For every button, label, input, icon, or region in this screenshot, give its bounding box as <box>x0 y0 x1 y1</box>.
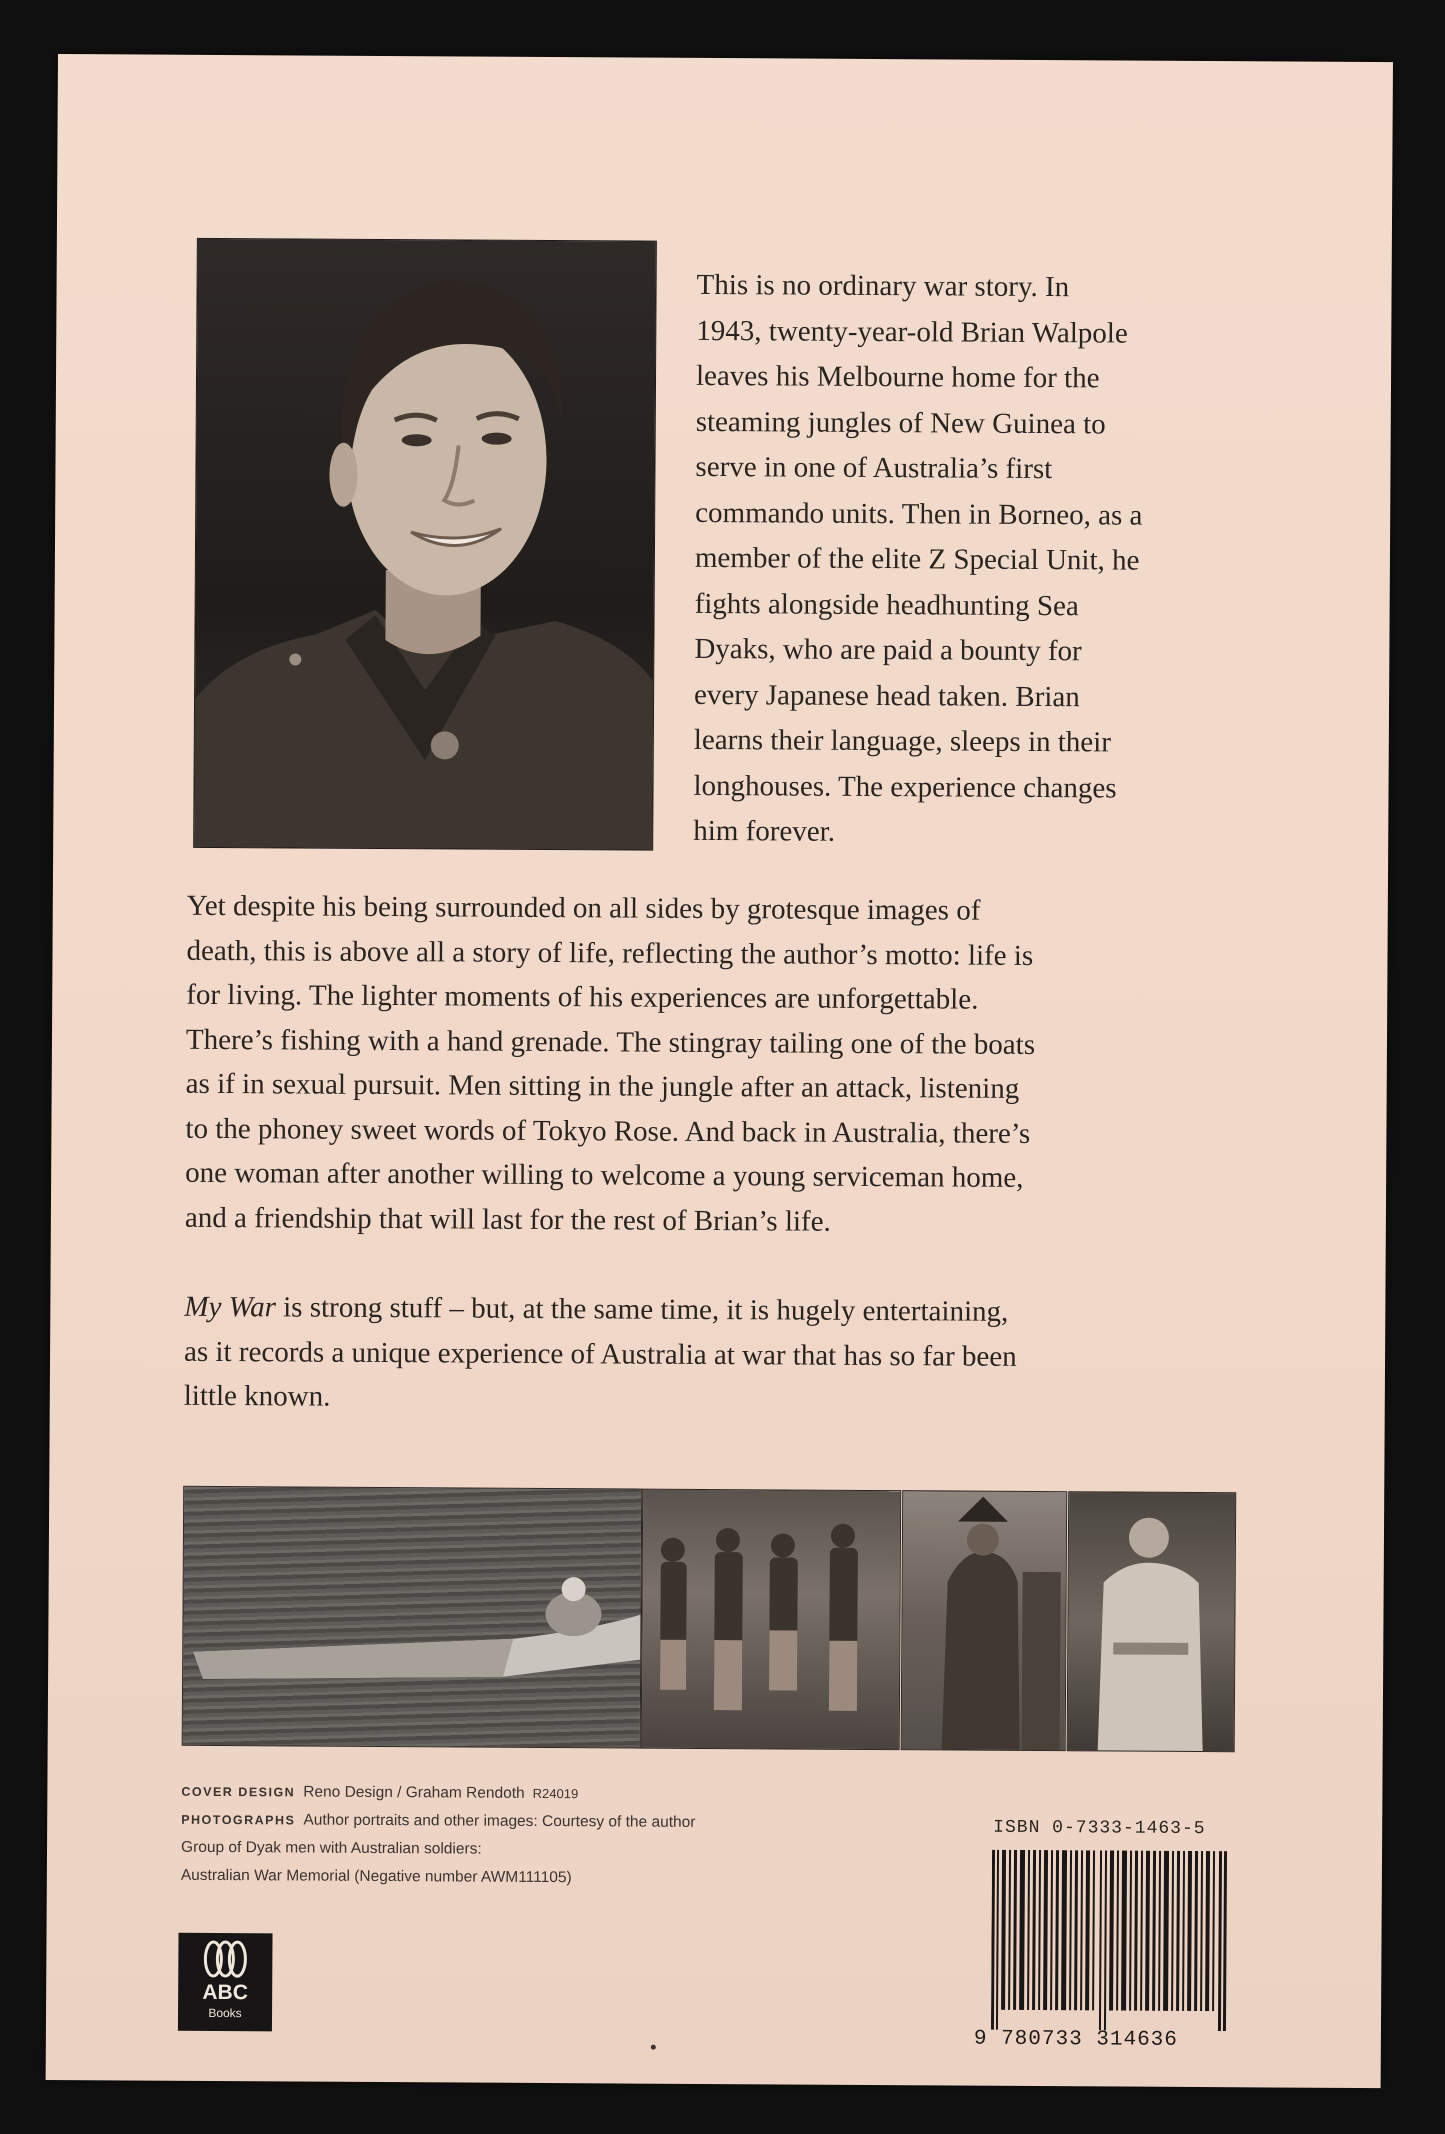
blurb-line: him forever. <box>693 814 836 848</box>
portrait-figure-icon <box>194 239 656 850</box>
blurb-line: This is no ordinary war story. In <box>696 268 1070 304</box>
author-portrait-photo <box>193 238 657 851</box>
blurb-line: serve in one of Australia’s first <box>695 450 1053 486</box>
blurb-line: every Japanese head taken. Brian <box>694 678 1080 713</box>
paragraph-line <box>184 1285 1284 1336</box>
soldier-figure-icon <box>1068 1492 1236 1751</box>
decorative-dot <box>651 2045 656 2050</box>
cover-design-code: R24019 <box>532 1785 579 1802</box>
blurb-line: leaves his Melbourne home for the <box>695 359 1100 395</box>
photographs-credit <box>181 1806 881 1838</box>
photographs-value: Author portraits and other images: Courtesy of the author <box>303 1811 696 1831</box>
speedboat-photo <box>182 1486 643 1749</box>
credit-line: Group of Dyak men with Australian soldiers: <box>180 1838 482 1858</box>
cover-design-credit <box>181 1778 881 1810</box>
body-paragraph-2 <box>185 884 1287 1247</box>
paragraph-line: as if in sexual pursuit. Men sitting in the jungle after an attack, listening <box>185 1067 1020 1105</box>
cover-design-value: Reno Design / Graham Rendoth <box>303 1783 525 1802</box>
blurb-line: Dyaks, who are paid a bounty for <box>694 632 1082 668</box>
blurb-intro-text <box>693 263 1287 858</box>
logo-books-text: Books <box>208 2005 242 2021</box>
photographs-label: PHOTOGRAPHS <box>181 1812 296 1828</box>
blurb-line: member of the elite Z Special Unit, he <box>694 541 1140 577</box>
paragraph-line-rest: is strong stuff – but, at the same time, it is hugely entertaining, <box>275 1291 1009 1328</box>
paragraph-line: and a friendship that will last for the rest of Brian’s life. <box>184 1201 831 1238</box>
paragraph-line: little known. <box>183 1379 331 1413</box>
blurb-line: learns their language, sleeps in their <box>693 723 1112 759</box>
speedboat-icon <box>183 1487 642 1748</box>
barcode-icon <box>991 1850 1228 2031</box>
logo-abc-text: ABC <box>202 1980 248 2005</box>
dyak-warrior-photo <box>901 1490 1068 1751</box>
dyak-group-photo <box>641 1489 902 1751</box>
body-paragraph-3 <box>184 1285 1285 1425</box>
credit-line: Australian War Memorial (Negative number AWM111105) <box>180 1866 572 1887</box>
credits-block <box>181 1778 882 1894</box>
paragraph-line: for living. The lighter moments of his experiences are unforgettable. <box>186 978 979 1016</box>
barcode-digits: 9 780733 314636 <box>973 2027 1178 2052</box>
paragraph-line: to the phoney sweet words of Tokyo Rose. And back in Australia, there’s <box>185 1112 1031 1150</box>
book-back-cover <box>46 54 1393 2088</box>
paragraph-line: one woman after another willing to welcome a young serviceman home, <box>185 1156 1024 1194</box>
book-title-italic: My War <box>184 1290 277 1324</box>
warrior-figure-icon <box>902 1491 1067 1750</box>
isbn-label: ISBN 0-7333-1463-5 <box>993 1817 1206 1840</box>
paragraph-line: There’s fishing with a hand grenade. The stingray tailing one of the boats <box>185 1023 1036 1061</box>
abc-lissajous-icon <box>198 1939 252 1979</box>
blurb-line: steaming jungles of New Guinea to <box>695 405 1106 440</box>
paragraph-line: death, this is above all a story of life, reflecting the author’s motto: life is <box>186 934 1034 972</box>
blurb-line: fights alongside headhunting Sea <box>694 587 1079 622</box>
group-figures-icon <box>642 1490 901 1750</box>
cover-design-label: COVER DESIGN <box>181 1784 296 1800</box>
soldier-portrait-photo <box>1067 1491 1237 1752</box>
blurb-line: commando units. Then in Borneo, as a <box>695 496 1143 532</box>
paragraph-line: as it records a unique experience of Australia at war that has so far been <box>183 1335 1017 1373</box>
blurb-line: longhouses. The experience changes <box>693 769 1117 804</box>
blurb-line: 1943, twenty-year-old Brian Walpole <box>696 314 1128 350</box>
paragraph-line: Yet despite his being surrounded on all sides by grotesque images of <box>186 889 981 927</box>
abc-books-logo <box>178 1933 273 2032</box>
